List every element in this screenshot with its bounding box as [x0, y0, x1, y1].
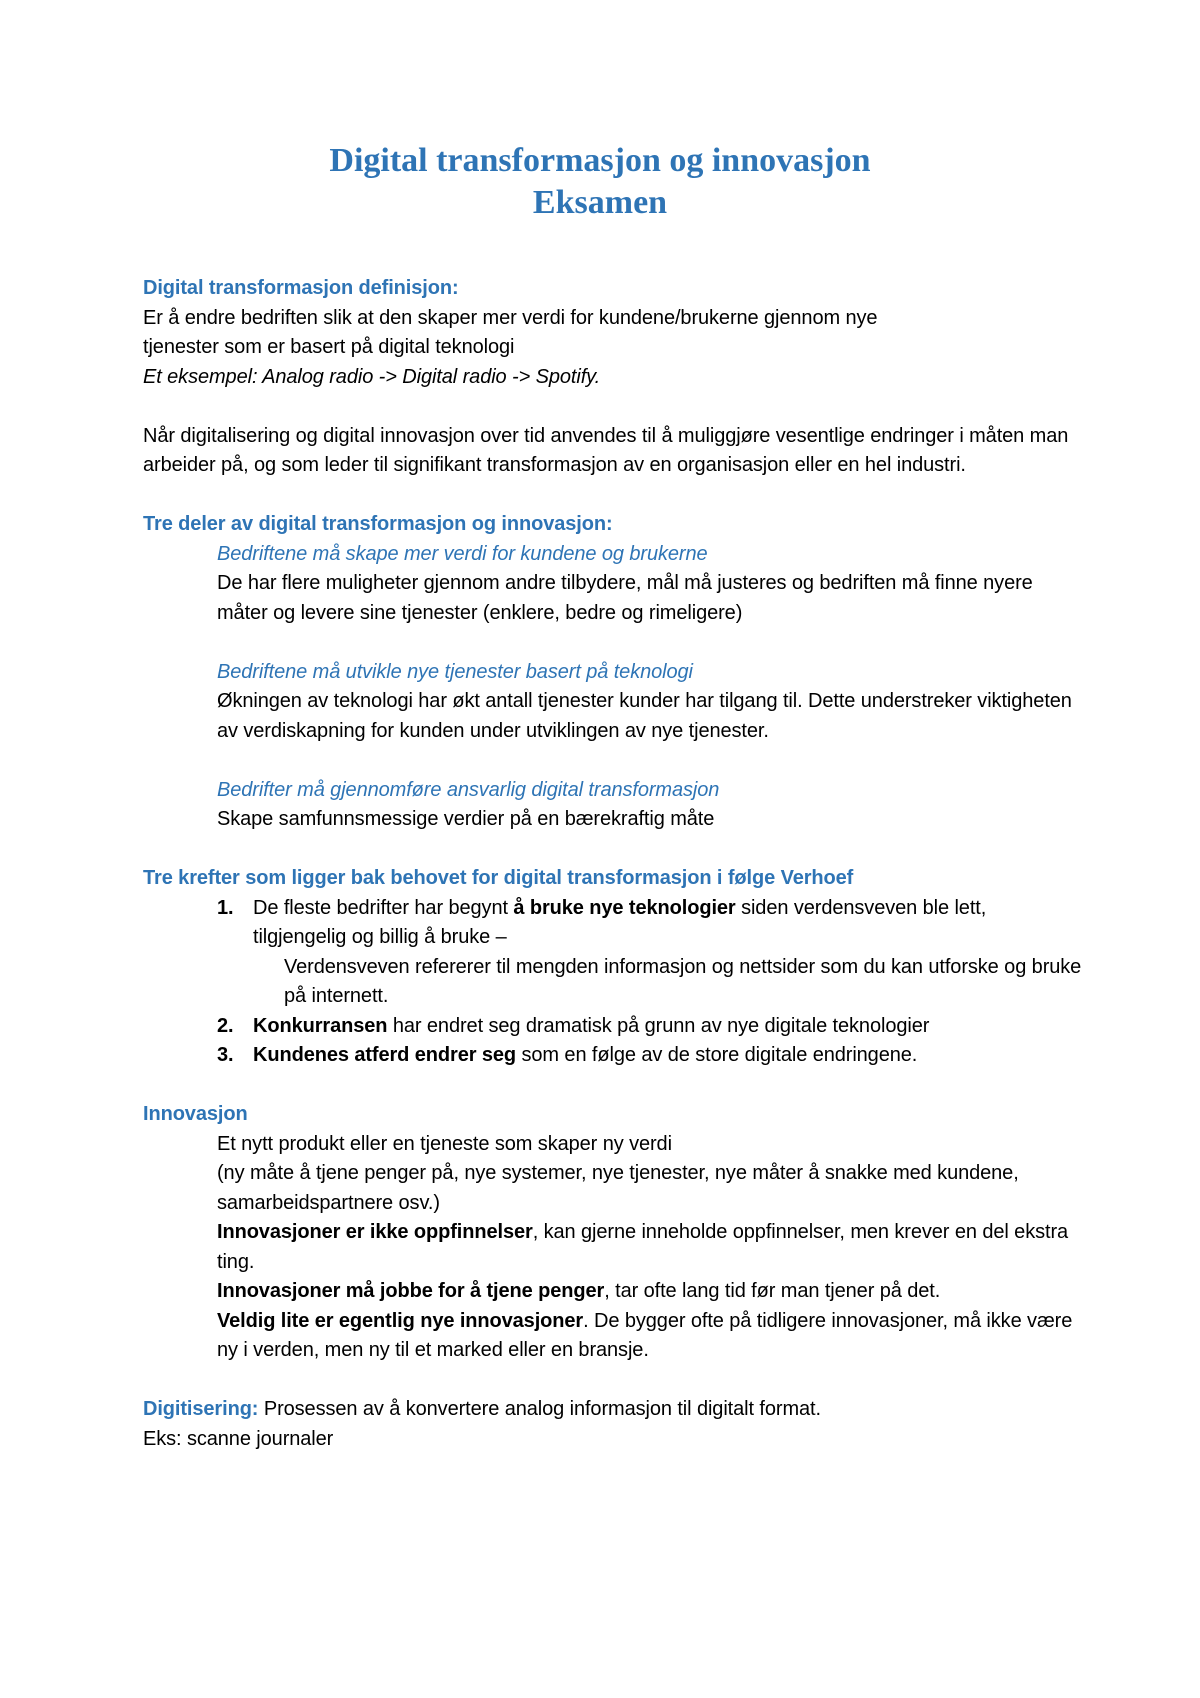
list-item: 2. Konkurransen har endret seg dramatisk på grunn av nye digitale teknologier: [143, 1012, 1083, 1042]
list-item-note: Verdensveven refererer til mengden informasjon og nettsider som du kan utforske og bruke på internett.: [284, 955, 1082, 1007]
list-item: 1. De fleste bedrifter har begynt å bruke nye teknologier siden verdensveven ble lett, tilgjengelig og billig å bruke – Verdensveven refererer til mengden informasjon og nettsider som du kan utforske og bruke på internett.: [143, 894, 1083, 1012]
list-number: 2.: [217, 1014, 234, 1037]
document-body: [143, 274, 1083, 1454]
innovation-line-2: (ny måte å tjene penger på, nye systemer, nye tjenester, nye måter å snakke med kundene, samarbeidspartnere osv.): [217, 1162, 1019, 1214]
section-heading-innovation: Innovasjon: [143, 1103, 248, 1125]
definition-example: Et eksempel: Analog radio -> Digital radio -> Spotify.: [143, 365, 601, 388]
digitization-example: Eks: scanne journaler: [143, 1427, 334, 1450]
definition-paragraph: Når digitalisering og digital innovasjon over tid anvendes til å muliggjøre vesentlige endringer i måten man arbeider på, og som leder til signifikant transformasjon av en organisasjon eller en hel industri.: [143, 424, 1069, 476]
part-subheading: Bedrifter må gjennomføre ansvarlig digital transformasjon: [217, 778, 720, 801]
part-text: Økningen av teknologi har økt antall tjenester kunder har tilgang til. Dette understreker viktigheten av verdiskapning for kunden under utviklingen av nye tjenester.: [217, 690, 1072, 742]
part-text: De har flere muligheter gjennom andre tilbydere, mål må justeres og bedriften må finne nyere måter og levere sine tjenester (enklere, bedre og rimeligere): [217, 572, 1033, 624]
digitization-label: Digitisering:: [143, 1398, 259, 1420]
three-parts-list: [143, 540, 1083, 835]
document-subtitle: Eksamen: [532, 184, 668, 221]
innovation-line-1: Et nytt produkt eller en tjeneste som skaper ny verdi: [217, 1132, 672, 1155]
part-subheading: Bedriftene må skape mer verdi for kundene og brukerne: [217, 542, 708, 565]
digitization-definition: Digitisering: Prosessen av å konvertere analog informasjon til digitalt format.: [143, 1398, 821, 1420]
innovation-point-1: Innovasjoner er ikke oppfinnelser, kan gjerne inneholde oppfinnelser, men krever en del ekstra ting.: [217, 1221, 1069, 1273]
innovation-point-3: Veldig lite er egentlig nye innovasjoner. De bygger ofte på tidligere innovasjoner, må ikke være ny i verden, men ny til et marked eller en bransje.: [217, 1309, 1073, 1361]
definition-line-1: Er å endre bedriften slik at den skaper mer verdi for kundene/brukerne gjennom nye: [143, 306, 878, 329]
innovation-point-2: Innovasjoner må jobbe for å tjene penger, tar ofte lang tid før man tjener på det.: [217, 1280, 941, 1302]
definition-line-2: tjenester som er basert på digital teknologi: [143, 336, 515, 358]
list-item: 3. Kundenes atferd endrer seg som en følge av de store digitale endringene.: [143, 1041, 1083, 1071]
title-block: [0, 140, 1200, 224]
innovation-body: [143, 1130, 1083, 1366]
part-subheading: Bedriftene må utvikle nye tjenester basert på teknologi: [217, 660, 693, 683]
section-heading-three-forces: Tre krefter som ligger bak behovet for digital transformasjon i følge Verhoef: [143, 867, 854, 889]
part-text: Skape samfunnsmessige verdier på en bærekraftig måte: [217, 808, 715, 830]
list-number: 3.: [217, 1044, 234, 1066]
document-title: Digital transformasjon og innovasjon: [329, 142, 871, 179]
list-number: 1.: [217, 896, 234, 919]
section-heading-three-parts: Tre deler av digital transformasjon og innovasjon:: [143, 513, 613, 535]
forces-list: [143, 894, 1083, 1071]
section-heading-definition: Digital transformasjon definisjon:: [143, 277, 459, 299]
